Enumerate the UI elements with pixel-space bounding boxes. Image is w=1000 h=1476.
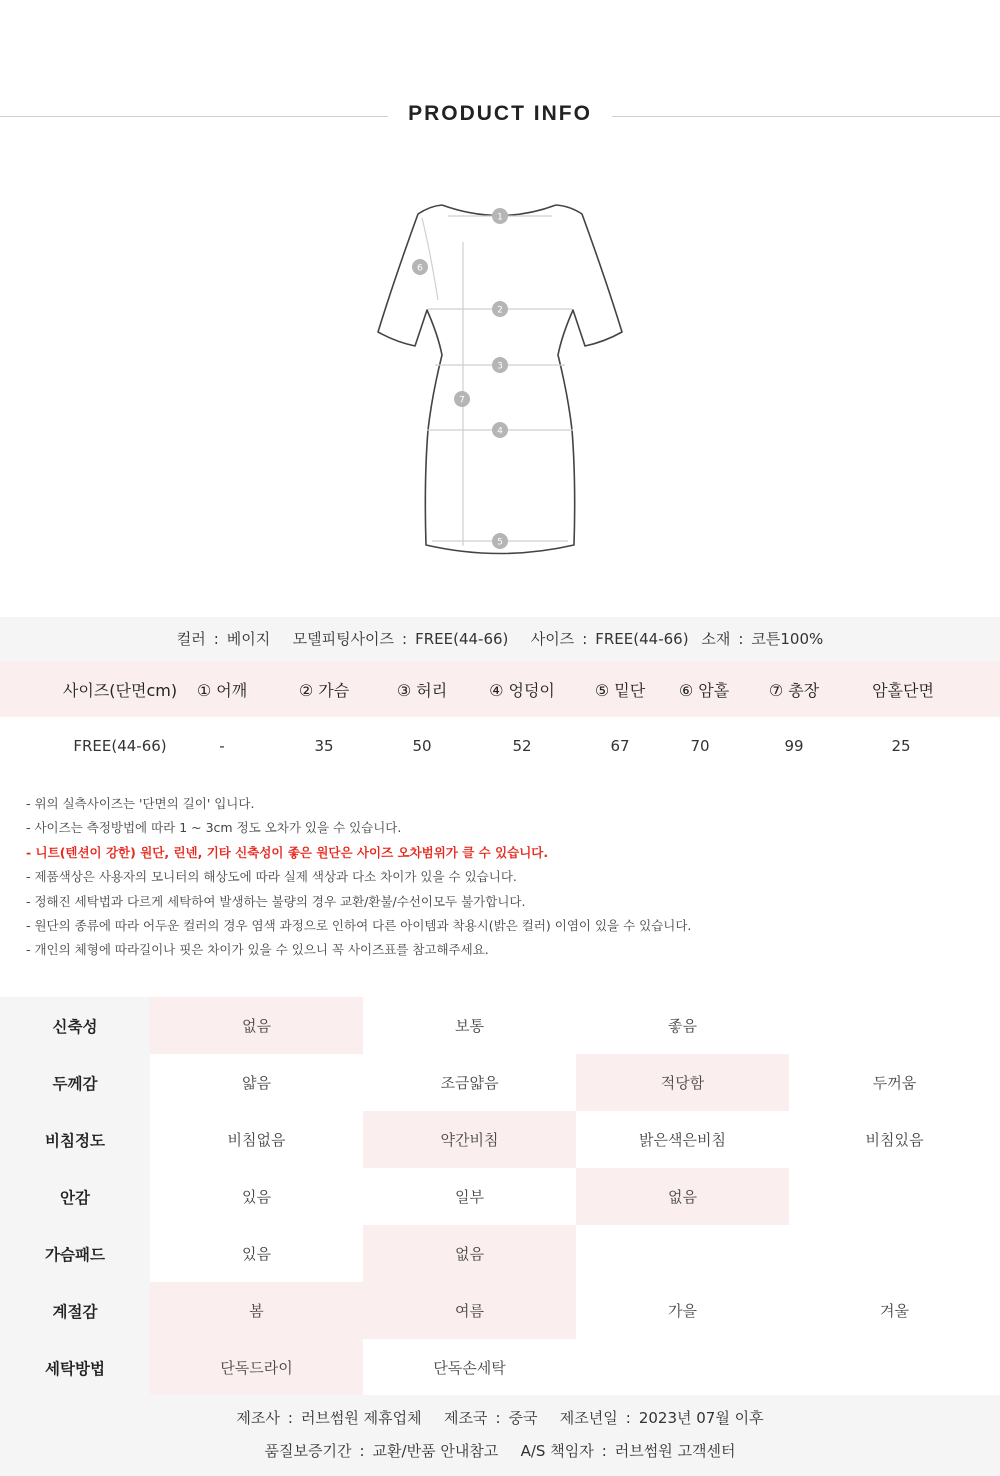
sep: : — [625, 1409, 631, 1427]
dress-measurement-illustration — [360, 190, 640, 570]
attribute-option — [788, 997, 1000, 1054]
title-divider-right — [612, 116, 1000, 117]
size-header-cell: ⑥ 암홀 — [678, 680, 730, 700]
sep: : — [601, 1442, 607, 1460]
maker-value: 러브썸원 제휴업체 — [300, 1409, 422, 1427]
attribute-option: 있음 — [242, 1188, 271, 1206]
attribute-option: 겨울 — [880, 1302, 909, 1320]
size-cell: 70 — [690, 737, 710, 755]
attribute-option-selected: 없음 — [363, 1225, 576, 1282]
size-header-cell: ⑦ 총장 — [768, 680, 820, 700]
size-header-cell: 암홀단면 — [872, 680, 934, 700]
attribute-label: 계절감 — [0, 1282, 150, 1339]
title-divider-left — [0, 116, 388, 117]
material-label: 소재 — [701, 630, 731, 648]
marker-2-label: 2 — [497, 305, 503, 316]
attribute-label: 안감 — [0, 1168, 150, 1225]
note-line: - 원단의 종류에 따라 어두운 컬러의 경우 염색 과정으로 인하여 다른 아이템과 착용시(밝은 컬러) 이염이 있을 수 있습니다. — [26, 918, 692, 934]
sep: : — [495, 1409, 501, 1427]
attribute-option — [788, 1339, 1000, 1396]
attribute-row — [0, 1111, 1000, 1168]
attribute-label: 신축성 — [0, 997, 150, 1054]
size-header-cell: ③ 허리 — [396, 680, 448, 700]
attribute-option-selected: 봄 — [150, 1282, 363, 1339]
size-table-row — [0, 717, 1000, 775]
attribute-row — [0, 1282, 1000, 1339]
attribute-option: 얇음 — [242, 1074, 271, 1092]
attribute-option-selected: 적당함 — [576, 1054, 789, 1111]
note-line: - 정해진 세탁법과 다르게 세탁하여 발생하는 불량의 경우 교환/환불/수선이모두 불가합니다. — [26, 893, 526, 909]
material-value: 코튼100% — [751, 630, 824, 648]
size-header-cell: 사이즈(단면cm) — [62, 680, 178, 700]
attribute-row — [0, 1054, 1000, 1111]
attribute-label: 가슴패드 — [0, 1225, 150, 1282]
marker-1-label: 1 — [497, 212, 503, 223]
attribute-option-selected: 약간비침 — [363, 1111, 576, 1168]
maker-label: 제조사 — [236, 1409, 280, 1427]
marker-5-label: 5 — [497, 537, 503, 548]
attribute-option: 두꺼움 — [872, 1074, 917, 1092]
attribute-label: 비침정도 — [0, 1111, 150, 1168]
size-header-cell: ⑤ 밑단 — [594, 680, 646, 700]
attribute-option — [788, 1168, 1000, 1225]
attribute-option: 조금얇음 — [440, 1074, 499, 1092]
sep: : — [582, 630, 588, 648]
attribute-option: 일부 — [455, 1188, 484, 1206]
country-value: 중국 — [508, 1409, 538, 1427]
marker-4-label: 4 — [497, 426, 503, 437]
note-line: - 위의 실측사이즈는 '단면의 길이' 입니다. — [26, 796, 255, 811]
attribute-option-selected: 없음 — [576, 1168, 789, 1225]
size-cell: 99 — [784, 737, 804, 755]
page-title: PRODUCT INFO — [408, 102, 592, 125]
size-cell: 67 — [610, 737, 630, 755]
warranty-label: 품질보증기간 — [264, 1442, 352, 1460]
fabric-attribute-grid — [0, 997, 1000, 1396]
attribute-option: 비침있음 — [865, 1131, 924, 1149]
attribute-option — [788, 1225, 1000, 1282]
as-label: A/S 책임자 — [520, 1442, 594, 1460]
attribute-option — [576, 1225, 789, 1282]
size-value: FREE(44-66) — [595, 630, 689, 648]
attribute-option-selected: 없음 — [150, 997, 363, 1054]
attribute-label: 세탁방법 — [0, 1339, 150, 1396]
sep: : — [738, 630, 744, 648]
size-cell: - — [219, 737, 225, 755]
attribute-row — [0, 1339, 1000, 1396]
size-header-cell: ① 어깨 — [196, 680, 248, 700]
attribute-option — [576, 1339, 789, 1396]
color-value: 베이지 — [226, 630, 271, 648]
color-label: 컬러 — [176, 630, 206, 648]
size-notes — [26, 792, 986, 963]
attribute-row — [0, 1168, 1000, 1225]
sep: : — [402, 630, 408, 648]
marker-7-label: 7 — [459, 395, 465, 406]
attribute-option: 좋음 — [668, 1017, 697, 1035]
footer-line-2 — [0, 1440, 1000, 1461]
attribute-label: 두께감 — [0, 1054, 150, 1111]
country-label: 제조국 — [443, 1409, 488, 1427]
size-cell: 52 — [512, 737, 532, 755]
attribute-option: 보통 — [455, 1017, 484, 1035]
size-cell: 35 — [314, 737, 334, 755]
sep: : — [359, 1442, 365, 1460]
note-line: - 제품색상은 사용자의 모니터의 해상도에 따라 실제 색상과 다소 차이가 있을 수 있습니다. — [26, 869, 517, 885]
note-line: - 사이즈는 측정방법에 따라 1 ~ 3cm 정도 오차가 있을 수 있습니다. — [26, 820, 402, 836]
as-value: 러브썸원 고객센터 — [614, 1442, 736, 1460]
manufacturer-info — [0, 1395, 1000, 1476]
warranty-value: 교환/반품 안내참고 — [372, 1442, 499, 1460]
date-label: 제조년일 — [559, 1409, 618, 1427]
size-cell: FREE(44-66) — [73, 737, 167, 755]
footer-line-1 — [0, 1407, 1000, 1428]
marker-3-label: 3 — [497, 361, 503, 372]
date-value: 2023년 07월 이후 — [638, 1409, 764, 1427]
sep: : — [287, 1409, 293, 1427]
attribute-option: 밝은색은비침 — [639, 1131, 726, 1149]
marker-6-label: 6 — [417, 263, 423, 274]
note-line-warning: - 니트(텐션이 강한) 원단, 린넨, 기타 신축성이 좋은 원단은 사이즈 오차범위가 클 수 있습니다. — [26, 844, 549, 860]
attribute-option-selected: 단독드라이 — [150, 1339, 363, 1396]
size-header-cell: ② 가슴 — [298, 680, 350, 700]
attribute-option: 단독손세탁 — [433, 1359, 506, 1377]
note-line: - 개인의 체형에 따라길이나 핏은 차이가 있을 수 있으니 꼭 사이즈표를 참고해주세요. — [26, 942, 489, 958]
model-size-value: FREE(44-66) — [415, 630, 509, 648]
attribute-option-selected: 여름 — [363, 1282, 576, 1339]
size-table-header — [0, 661, 1000, 717]
size-label: 사이즈 — [530, 630, 575, 648]
sep: : — [213, 630, 219, 648]
size-cell: 50 — [412, 737, 432, 755]
size-cell: 25 — [891, 737, 911, 755]
section-title-row — [0, 100, 1000, 134]
size-header-cell: ④ 엉덩이 — [489, 680, 555, 700]
attribute-option: 가을 — [668, 1302, 697, 1320]
attribute-option: 있음 — [242, 1245, 271, 1263]
attribute-row — [0, 997, 1000, 1054]
model-size-label: 모델피팅사이즈 — [292, 630, 395, 648]
product-summary-bar — [0, 617, 1000, 661]
attribute-option: 비침없음 — [227, 1131, 286, 1149]
attribute-row — [0, 1225, 1000, 1282]
